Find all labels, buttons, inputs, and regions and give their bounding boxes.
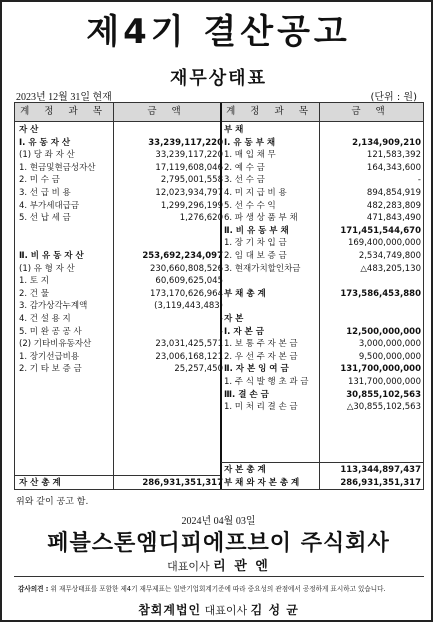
left-row-amount: 23,031,425,571 [155,339,223,350]
right-row-label [224,275,318,288]
right-row-amount: 12,500,000,000 [346,326,421,337]
unit-label: (단위 : 원) [370,92,417,103]
right-row-label: 3. 선 수 금 [224,175,265,186]
right-row-amount: 131,700,000,000 [340,364,421,375]
right-row-amount [321,414,421,427]
left-row-amount: 33,239,117,220 [155,150,223,161]
auditor-firm: 참회계법인 [138,603,202,617]
right-row-label [224,426,318,439]
right-row-label: 5. 선 수 수 익 [224,200,276,211]
left-row-amount: 60,609,625,045 [155,276,223,287]
left-row-amount: (3,119,443,483) [154,301,223,312]
left-row-amount: 25,257,450 [174,364,223,375]
left-row-label [19,452,113,465]
left-row-label: Ⅱ. 비 유 동 자 산 [19,251,84,261]
left-row-amount: 1,299,296,199 [160,200,223,211]
table-header [15,103,423,122]
left-row-label [19,225,113,238]
left-row-label [19,376,113,389]
left-row-label [19,389,113,402]
left-row-amount: 230,660,808,526 [149,263,223,274]
left-row-label: 1. 장기선급비용 [19,351,80,362]
auditor-title: 대표이사 [204,604,248,617]
divider [14,576,424,577]
right-row-amount: 173,586,453,880 [340,288,421,299]
left-row-amount [115,124,223,137]
left-row-amount [115,225,223,238]
right-row-label: 1. 매 입 채 무 [224,150,276,161]
left-row-label: Ⅰ. 유 동 자 산 [19,137,71,148]
right-row-amount: 30,855,102,563 [346,389,421,400]
audit-label: 감사의견 : [18,585,49,593]
right-row-label: Ⅱ. 자 본 잉 여 금 [224,364,289,375]
left-row-label [19,237,113,250]
statement-title: 재무상태표 [170,68,267,89]
right-row-label: 6. 파 생 상 품 부 채 [224,213,298,224]
left-row-amount: 173,170,626,964 [149,288,223,299]
left-row-amount: 286,931,351,317 [142,477,223,488]
right-row-amount: △483,205,130 [360,263,421,274]
left-row-label [19,439,113,452]
left-row-amount [115,401,223,414]
left-row-label [19,426,113,439]
right-row-label: Ⅱ. 비 유 동 부 채 [224,225,289,236]
column-divider [319,103,320,489]
right-row-amount [321,439,421,452]
right-row-label: 4. 미 지 급 비 용 [224,188,287,198]
page-title: 제4기 결산공고 [86,12,351,52]
right-row-amount [321,300,421,313]
left-row-label: 3. 선 급 비 용 [19,188,71,198]
as-of-date: 2023년 12월 31일 현재 [16,92,112,103]
left-row-amount: 17,119,608,046 [155,162,223,173]
right-row-amount: 171,451,544,670 [340,225,421,236]
left-row-amount [115,426,223,439]
right-row-amount: 3,000,000,000 [358,339,421,350]
left-row-label: 5. 선 납 세 금 [19,213,71,224]
column-divider [113,103,114,489]
right-row-label: 2. 우 선 주 자 본 금 [224,351,298,362]
closing-note: 위와 같이 공고 함. [16,497,89,507]
left-row-label: 자 산 [19,125,39,135]
left-row-amount: 2,795,001,558 [160,175,223,186]
right-row-amount: 169,400,000,000 [347,238,421,249]
left-row-amount [115,414,223,427]
header-right-amount: 금 액 [351,106,391,117]
right-row-amount [321,426,421,439]
right-row-label [224,439,318,452]
auditor-name: 김 성 균 [250,603,299,617]
left-row-label [19,401,113,414]
right-row-amount: 471,843,490 [366,213,421,224]
right-row-amount [321,313,421,326]
balance-sheet-table [14,102,424,490]
ceo-line [2,555,433,574]
left-row-label: 2. 기 타 보 증 금 [19,364,82,375]
left-row-amount: 23,006,168,121 [155,351,223,362]
right-row-label: 1. 미 처 리 결 손 금 [224,402,298,413]
right-row-amount: △30,855,102,563 [346,402,421,413]
right-row-label: 1. 장 기 차 입 금 [224,238,287,249]
right-row-label: 2. 예 수 금 [224,162,265,173]
left-row-label: 자 산 총 계 [19,477,61,488]
ceo-title: 대표이사 [167,560,210,573]
left-row-label: 2. 미 수 금 [19,175,60,186]
header-left-account: 계 정 과 목 [20,106,108,117]
right-row-amount: 2,134,909,210 [352,137,421,148]
left-row-label: 1. 현금및현금성자산 [19,162,96,173]
right-row-amount: 894,854,919 [366,188,421,198]
left-row-amount: 1,276,620 [179,213,223,224]
left-row-label: 4. 건 설 용 지 [19,314,71,324]
right-row-amount: 482,283,809 [366,200,421,211]
right-row-label: 1. 보 통 주 자 본 금 [224,339,298,350]
totals-separator [15,475,220,476]
left-row-amount [115,389,223,402]
left-row-label: 1. 토 지 [19,276,49,287]
right-row-amount: 131,700,000,000 [347,377,421,387]
right-row-label: Ⅰ. 자 본 금 [224,326,264,337]
left-row-amount [115,376,223,389]
left-row-amount [115,439,223,452]
left-row-amount [115,452,223,465]
left-row-label: (1) 유 형 자 산 [19,263,75,274]
right-row-label: 부 채 [224,125,244,135]
left-row-label [19,414,113,427]
left-row-label: 3. 감가상각누계액 [19,301,88,312]
right-row-label: Ⅰ. 유 동 부 채 [224,137,276,148]
right-row-amount: 113,344,897,437 [340,465,421,476]
left-row-amount: 12,023,934,797 [155,188,223,198]
right-row-amount: 164,343,600 [366,162,421,173]
left-row-amount: 253,692,234,097 [142,251,223,261]
right-row-amount [321,124,421,137]
right-row-amount: 286,931,351,317 [340,477,421,488]
announcement-date: 2024년 04월 03일 [181,516,256,527]
header-right-account: 계 정 과 목 [226,106,314,117]
right-row-amount: - [417,175,421,186]
right-row-label: 3. 현재가치할인차금 [224,263,301,274]
left-row-label: 4. 부가세대급금 [19,200,80,211]
audit-opinion [18,583,423,593]
right-row-label: 자 본 [224,314,244,324]
right-row-amount: 121,583,392 [366,150,421,161]
ceo-name: 리 관 엔 [213,559,270,574]
audit-text: 위 재무상태표를 포함한 제4기 재무제표는 일반기업회계기준에 따라 중요성의 관점에서 공정하게 표시하고 있습니다. [50,585,386,593]
left-row-label: (1) 당 좌 자 산 [19,150,75,161]
right-row-label [224,414,318,427]
right-row-label: Ⅲ. 결 손 금 [224,389,269,400]
auditor-line [2,601,433,618]
left-row-amount: - [219,314,223,324]
right-row-label [224,300,318,313]
header-left-amount: 금 액 [147,106,187,117]
totals-separator [221,462,423,463]
left-row-amount: 33,239,117,220 [148,137,223,148]
right-row-amount: 2,534,749,800 [358,251,421,261]
left-row-amount: - [219,326,223,337]
left-row-label: 5. 미 완 공 공 사 [19,326,82,337]
right-row-label: 자 본 총 계 [224,465,266,476]
right-row-label: 부 채 총 계 [224,288,266,299]
right-row-amount: 9,500,000,000 [358,351,421,362]
left-row-label: 2. 건 물 [19,288,49,299]
right-row-label: 2. 임 대 보 증 금 [224,251,287,261]
left-row-label: (2) 기타비유동자산 [19,339,92,350]
right-row-amount [321,275,421,288]
right-row-label: 1. 주 식 발 행 초 과 금 [224,377,309,387]
right-row-label: 부 채 와 자 본 총 계 [224,477,300,488]
left-row-amount [115,237,223,250]
company-name: 페블스톤엠디피에프브이 주식회사 [47,531,390,556]
